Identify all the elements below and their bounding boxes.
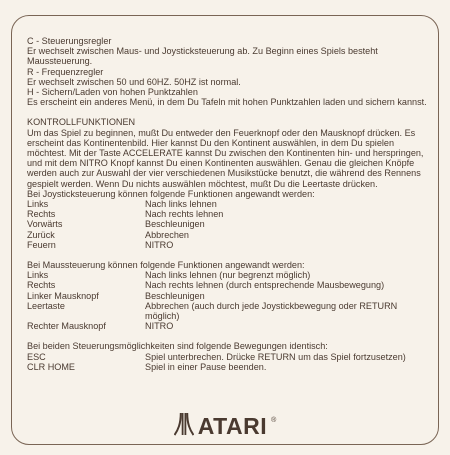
table-row xyxy=(27,199,427,209)
registered-mark: ® xyxy=(271,417,277,424)
intro-line: R - Frequenzregler xyxy=(27,66,104,77)
row-key: Zurück xyxy=(27,229,55,240)
row-key: Links xyxy=(27,199,49,210)
row-key: Feuern xyxy=(27,239,56,250)
intro-line: Er wechselt zwischen 50 und 60HZ. 50HZ ist normal. xyxy=(27,76,241,87)
row-value: Spiel in einer Pause beenden. xyxy=(145,361,267,372)
atari-logo-text: ATARI xyxy=(197,413,268,439)
joystick-heading: Bei Joysticksteuerung können folgende Funktionen angewandt werden: xyxy=(27,188,315,199)
atari-fuji-icon xyxy=(174,412,194,441)
table-row xyxy=(27,230,427,240)
row-value: Beschleunigen xyxy=(145,219,205,230)
atari-logo xyxy=(174,412,277,441)
table-row xyxy=(27,280,427,290)
intro-line: H - Sichern/Laden von hohen Punktzahlen xyxy=(27,87,198,98)
table-row xyxy=(27,240,427,250)
row-key: Leertaste xyxy=(27,300,65,311)
intro-line: Es erscheint ein anderes Menü, in dem Du Tafeln mit hohen Punktzahlen laden und sichern kannst. xyxy=(27,97,427,108)
row-value: NITRO xyxy=(145,239,174,250)
table-row xyxy=(27,219,427,229)
table-row xyxy=(27,301,427,321)
section-heading: KONTROLLFUNKTIONEN xyxy=(27,117,136,128)
row-value: Nach rechts lehnen xyxy=(145,209,224,220)
row-value: Abbrechen xyxy=(145,229,189,240)
row-value: Abbrechen (auch durch jede Joystickbewegung oder RETURN möglich) xyxy=(145,300,398,322)
table-row xyxy=(27,362,427,372)
both-heading: Bei beiden Steuerungsmöglichkeiten sind folgende Bewegungen identisch: xyxy=(27,341,328,352)
mouse-table xyxy=(27,270,427,331)
row-value: Beschleunigen xyxy=(145,290,205,301)
table-row xyxy=(27,291,427,301)
intro-line: C - Steuerungsregler xyxy=(27,36,112,46)
table-row xyxy=(27,209,427,219)
row-value: Nach rechts lehnen (durch entsprechende Mausbewegung) xyxy=(145,280,385,291)
row-key: Linker Mausknopf xyxy=(27,290,99,301)
row-key: Rechts xyxy=(27,280,56,291)
page-content xyxy=(27,36,427,372)
row-key: Vorwärts xyxy=(27,219,63,230)
row-value: NITRO xyxy=(145,321,174,332)
joystick-table xyxy=(27,199,427,250)
controls-paragraph: Um das Spiel zu beginnen, mußt Du entweder den Feuerknopf oder den Mausknopf drücken. Es erscheint das Kontinentenbild. Hier kannst Du den Kontinent auswählen, in dem Du spielen möchtest. Mit der Taste ACCELERATE kannst Du zwischen den Kontinenten hin- und herspringen, und mit dem NITRO Knopf kannst Du einen Kontinenten auswählen. Genau die gleichen Knöpfe werden auch zur Auswahl der vier verschiedenen Musikstücke benutzt, die während des Rennens gespielt werden. Wenn Du nichts auswählen möchtest, mußt Du die Leertaste drücken. xyxy=(27,127,424,189)
mouse-heading: Bei Maussteuerung können folgende Funktionen angewandt werden: xyxy=(27,260,305,271)
table-row xyxy=(27,270,427,280)
row-value: Nach links lehnen xyxy=(145,199,217,210)
table-row xyxy=(27,352,427,362)
row-value: Spiel unterbrechen. Drücke RETURN um das Spiel fortzusetzen) xyxy=(145,351,406,362)
row-key: ESC xyxy=(27,351,46,362)
row-key: Rechts xyxy=(27,209,56,220)
row-key: Rechter Mausknopf xyxy=(27,321,106,332)
row-key: Links xyxy=(27,270,49,281)
footer xyxy=(0,412,450,441)
table-row xyxy=(27,321,427,331)
intro-line: Er wechselt zwischen Maus- und Joysticksteuerung ab. Zu Beginn eines Spiels besteht Maussteuerung. xyxy=(27,46,378,67)
both-table xyxy=(27,352,427,372)
row-value: Nach links lehnen (nur begrenzt möglich) xyxy=(145,270,311,281)
row-key: CLR HOME xyxy=(27,361,75,372)
